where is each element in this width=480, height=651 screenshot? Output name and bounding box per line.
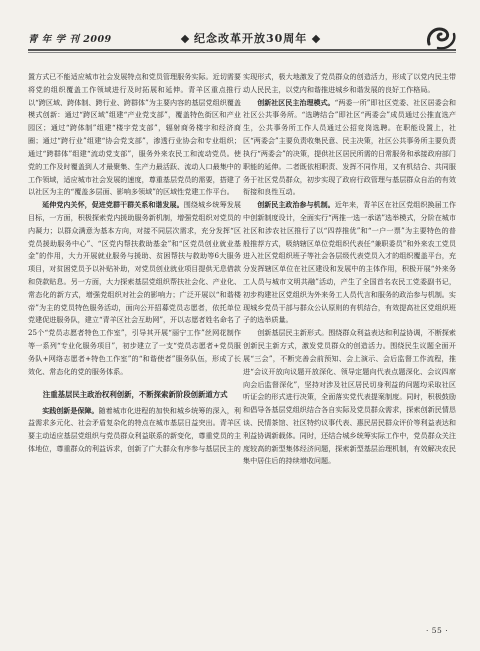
paragraph-lead: 实践创新是保障。 (42, 406, 99, 415)
right-column (243, 71, 456, 468)
section-heading: 注重基层民主政治权利创新，不断探索新阶段创新道方式 (42, 389, 228, 399)
section-title-text: 纪念改革开放30周年 (194, 32, 308, 45)
paragraph-body: 随着城市化进程的加快和城乡统筹的深入，利益需求多元化、社会矛盾复杂化的特点在城市基层日益突出。青羊区要主动适应基层党组织与党员群众利益联系的新变化，尊重党员的主体地位，尊重群众的利益诉求，创新了广大群众有序参与基层民主的 (28, 405, 242, 453)
page-number: · 55 · (426, 626, 449, 635)
paragraph-body: 近年来，青羊区在社区党组织换届工作中创新制度设计，全面实行“两推一选一承诺”选举模式，分阶在城市社区和涉农社区推行了以“四荐推优”和“一户一票”为主要特色的普般推荐方式，吸纳辖区单位党组织代表任“兼职委员”和外来农工党员进入社区党组织班子等社会各层级代表党员入才的组织覆盖平台，充分发挥辖区单位在社区建设和发展中的主体作用，积极开展“外来务工人员与城市文明共融”活动，产生了全国首名农民工党委副书记，初步构建社区党组织为外来务工人员代言和服务的政治参与机制。实现城乡党员干部与群众公认原则的有机结合，有效提高社区党组织班子的选举质量。 (243, 200, 457, 325)
diamond-icon (181, 34, 189, 42)
section-title (176, 30, 325, 46)
left-column (28, 71, 241, 456)
diamond-icon (312, 34, 320, 42)
paragraph (243, 97, 456, 200)
paragraph-lead: 延伸党内关怀，促进党群干群关系和谐发展。 (42, 201, 184, 210)
paragraph-body: 围绕城乡统筹发展目标，一方面，积极探索党内援助服务新机制，增强党组织对党员的内凝力；以群众满意为基本方向，对接不同层次需求，充分发挥“区党员援助服务中心”、“区党内帮扶救助基金”和“区党员创业就业基金”的作用，大力开展就业服务与援助、贫困帮扶与救助等6大服务项目，对贫困党员予以补贴补助，对党员创业就业项目提供无息借款和贷款贴息。另一方面，大力探索基层党组织帮扶社会化、产业化、常态化的新方式，增强党组织对社会的影响力；广泛开展以“和谐楼帝”为主的党员特色服务活动，面向公开招募党员志愿者，依托单位党建促进服务队，建立“青羊区社会互助网”，开以志愿者姓名命名了25个“党员志愿者特色工作室”，引导其开展“丽宁工作”丝网花制作等一系列“专业化服务项目”，初步建立了一支“党员志愿者+党员服务队+网络志愿者+特色工作室”的“和谐使者”服务队伍，形成了长效化、常态化的党的服务体系。 (28, 200, 242, 376)
header-rule (28, 49, 456, 51)
paragraph-lead: 创新民主政治参与机制。 (257, 201, 335, 210)
paragraph: 实现形式，极大地激发了党员群众的创造活力，形成了以党内民主带动人民民主，以党内和谐推进城乡和谐发展的良好工作格局。 (243, 72, 456, 94)
swirl-logo-icon (424, 22, 458, 52)
paragraph: 置方式已不能适应城市社会发展特点和党员管理服务实际。近切需要将党的组织覆盖工作领域进行及时拓展和延伸。青羊区重点推行以“跨区域、跨体制、跨行业、跨群体”为主要内容的基层党组织覆盖模式创新：通过“跨区域”组建“产业党支部”，覆盖特色街区和产业园区；通过“跨体制”组建“楼宇党支部”，辐射商务楼宇和经济商圈；通过“跨行业”组建“协会党支部”，渗透行业协会和专业组织；通过“跨群体”组建“流动党支部”，服务外来农民工和流动党员。使党的工作及时覆盖到人才最聚集、生产力最活跃、流动人口最集中的工作领域，适应城市社会发展的速度，尊重基层党员的需要，搭建了以社区为主的“覆盖多层面、影响多领域”的区域性党建工作平台。 (28, 72, 241, 197)
paragraph (28, 405, 241, 456)
paragraph-body: “两委一所”即社区党委、社区居委会和社区公共事务所。“选聘结合”即社区“两委会”成员通过公推直选产生，公共事务所工作人员通过公招竞岗选聘。在职能设置上，社区“两委会”主要负责收集民意、民主决策，社区公共事务所主要负责执行“两委会”的决策，提供社区居民所需的日常服务和承接政府部门职能的延伸。二者既依相职责、发挥不同作用，又有机结合、共同服务于社区党员群众，初步实现了政府行政管理与基层群众自治的有效衔接和良性互动。 (243, 97, 456, 197)
paragraph (28, 199, 241, 378)
header-rule-thin (28, 52, 456, 53)
page-header (28, 28, 438, 48)
paragraph (243, 199, 456, 327)
journal-name: 青 年 学 刊 2009 (28, 34, 112, 45)
paragraph-lead: 创新社区民主治理模式。 (257, 98, 335, 107)
paragraph: 创新基层民主新形式。围绕群众利益表达和利益协调，不断探索创新民主新方式，激发党员群众的创造活力。围绕民生议题全面开展“三会”，不断完善会前预知、会上演示、会后监督工作流程，推进“会议开放向议题开放深化、领导定题向代表点题深化、会议四席向会后监督深化”，坚持对涉及社区居民切身利益的问题均采取社区听证会的形式进行决策，全面落实党代表提案制度。同时，积极鼓励和倡导各基层党组织结合各自实际及党员群众需求，探索创新民情恳谈、民情茶馆、社区特约议事代表、惠民居民群众评价等利益表达和利益协调新载体。同时，还结合城乡统筹实际工作中，党员群众关注度较高的新型集体经济问题，探索新型基层治理机制，有效解决农民集中居住后的持续增收问题。 (243, 328, 456, 466)
